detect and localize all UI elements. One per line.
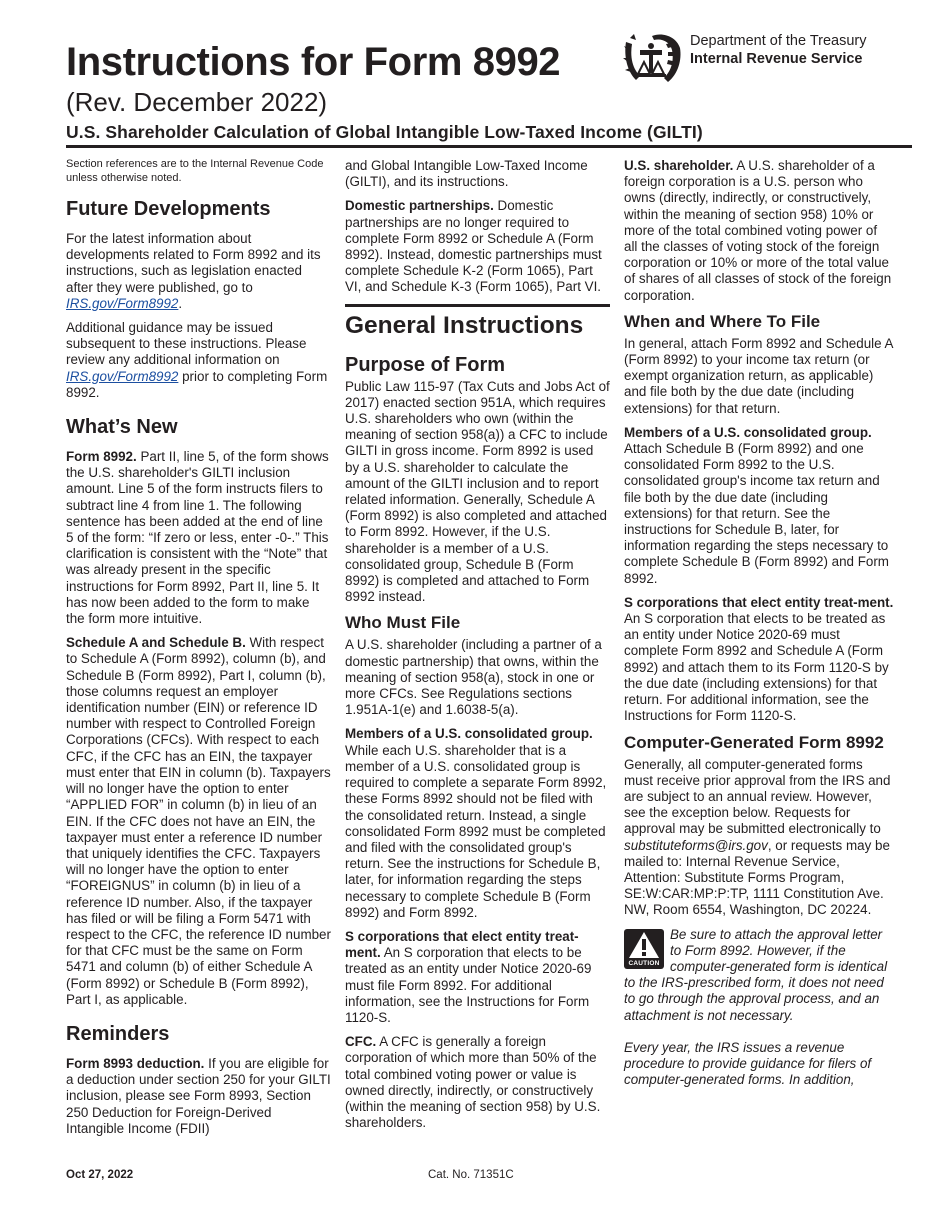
paragraph-text: If you are eligible for a deduction under section 250 for your GILTI inclusion, please see Form 8993, Section 250 Deduction for Foreign-Derived Intangible Income (FDII) <box>66 1055 331 1136</box>
whats-new-heading: What’s New <box>66 416 178 439</box>
irs-form8992-link[interactable]: IRS.gov/Form8992 <box>66 295 179 311</box>
paragraph-text: Attach Schedule B (Form 8992) and one consolidated Form 8992 to the U.S. consolidated group's income tax return and file both by the due date (including extensions) for that return. See the instructions for Schedule B, later, for information regarding the steps necessary to complete Schedule B (Form 8992) and Form 8992. <box>624 441 889 586</box>
paragraph-lead: Domestic partnerships. <box>345 198 494 214</box>
paragraph-text: . <box>178 295 183 311</box>
paragraph-text: An S corporation that elects to be treated as an entity under Notice 2020-69 must file Form 8992. For additional information, see the Instructions for Form 1120-S. <box>345 945 592 1025</box>
computer-generated-paragraph <box>624 757 894 919</box>
reminders-heading: Reminders <box>66 1022 170 1045</box>
schedules-paragraph <box>66 635 331 1008</box>
column-3 <box>624 158 894 1096</box>
catalog-number: Cat. No. 71351C <box>428 1169 514 1181</box>
column-2 <box>345 158 610 1139</box>
paragraph-lead: U.S. shareholder. <box>624 158 734 173</box>
caution-text: Be sure to attach the approval letter to Form 8992. However, if the computer-generated form is identical to the IRS-prescribed form, it does not need to go through the approval process, and an attachment is not necessary. <box>624 926 888 1023</box>
purpose-paragraph: Public Law 115-97 (Tax Cuts and Jobs Act of 2017) enacted section 951A, which requires U.S. shareholders who own (within the meaning of section 958(a)) a CFC to include GILTI in gross income. Form 8992 is used by a U.S. shareholder to calculate the amount of the GILTI inclusion and to report related information. Generally, Schedule A (Form 8992) is also completed and attached to Form 8992. However, if the U.S. shareholder is a member of a U.S. consolidated group, Schedule B (Form 8992) is completed and attached to Form 8992 instead. <box>345 378 610 605</box>
general-instructions-divider <box>345 304 610 307</box>
future-developments-heading: Future Developments <box>66 198 271 220</box>
paragraph-lead: Schedule A and Schedule B. <box>66 635 246 651</box>
purpose-of-form-heading: Purpose of Form <box>345 353 506 376</box>
agency-name: Internal Revenue Service <box>690 51 863 67</box>
domestic-partnerships-paragraph <box>345 198 610 295</box>
consolidated-group-paragraph <box>345 726 610 920</box>
irs-form8992-link[interactable]: IRS.gov/Form8992 <box>66 368 179 384</box>
revision-date: (Rev. December 2022) <box>66 87 328 117</box>
form-subtitle: U.S. Shareholder Calculation of Global Intangible Low-Taxed Income (GILTI) <box>66 122 703 142</box>
general-instructions-heading: General Instructions <box>345 311 584 339</box>
paragraph-text: An S corporation that elects to be treated as an entity under Notice 2020-69 must complete Form 8992 and Schedule A (Form 8992) and attach them to its Form 1120-S by the due date (including extensions) for that return. For additional information, see the Instructions for Form 1120-S. <box>624 611 889 724</box>
who-must-file-paragraph: A U.S. shareholder (including a partner of a domestic partnership) that owns, within the meaning of section 958(a), stock in one or more CFCs. See Regulations sections 1.951A-1(e) and 1.6038-5(a). <box>345 637 602 718</box>
paragraph-text: While each U.S. shareholder that is a member of a U.S. consolidated group is required to complete a separate Form 8992, these Forms 8992 should not be filed with the consolidated return. Instead, a single consolidated Form 8992 must be completed and filed with the consolidated group's return. See the instructions for Schedule B, later, for information regarding the steps necessary to complete Schedule B (Form 8992) and Form 8992. <box>345 742 607 920</box>
column-1 <box>66 158 331 1145</box>
agency-department: Department of the Treasury <box>690 33 867 49</box>
future-developments-paragraph-2 <box>66 320 331 401</box>
substitute-forms-email: substituteforms@irs.gov <box>624 837 768 853</box>
s-corporations-paragraph <box>624 595 894 725</box>
paragraph-lead: Members of a U.S. consolidated group. <box>345 726 593 742</box>
when-where-paragraph: In general, attach Form 8992 and Schedule A (Form 8992) to your income tax return (or exempt organization return, as applicable) and file both by the due date (including extensions) for that return. <box>624 335 893 416</box>
caution-warning-icon <box>624 929 664 969</box>
paragraph-text: Domestic partnerships are no longer required to complete Form 8992 or Schedule A (Form 8992). Instead, domestic partnerships must complete Schedule K-2 (Form 1065), Part VI, and Schedule K-3 (Form 1065), Part VI. <box>345 198 602 295</box>
paragraph-lead: S corporations that elect entity treat-ment. <box>624 594 894 610</box>
continued-paragraph: and Global Intangible Low-Taxed Income (GILTI), and its instructions. <box>345 158 588 190</box>
footer-date: Oct 27, 2022 <box>66 1169 134 1181</box>
future-developments-paragraph-1 <box>66 231 331 312</box>
computer-generated-form-heading: Computer-Generated Form 8992 <box>624 732 884 752</box>
paragraph-text: Generally, all computer-generated forms must receive prior approval from the IRS and are subject to an annual review. However, see the exception below. Requests for approval may be submitted electronically to <box>624 756 891 837</box>
paragraph-text: For the latest information about developments related to Form 8992 and its instructions, such as legislation enacted after they were published, go to <box>66 231 321 295</box>
paragraph-text: A CFC is generally a foreign corporation of which more than 50% of the total combined voting power or value is owned directly, indirectly, or constructively (within the meaning of section 958) by U.S. shareholders. <box>345 1034 601 1131</box>
paragraph-lead: CFC. <box>345 1034 377 1050</box>
paragraph-text: A U.S. shareholder of a foreign corporation is a U.S. person who owns (directly, indirectly, or constructively, within the meaning of section 958) 10% or more of the total combined voting power of all the classes of voting stock of the foreign corporation or 10% or more of the total value of shares of all classes of stock of the foreign corporation. <box>624 158 892 303</box>
revenue-procedure-paragraph: Every year, the IRS issues a revenue procedure to provide guidance for filers of computer-generated forms. In addition, <box>624 1039 872 1088</box>
paragraph-text: With respect to Schedule A (Form 8992), column (b), and Schedule B (Form 8992), Part I, column (b), those columns request an employer identification number (EIN) or reference ID number with respect to Controlled Foreign Corporations (CFCs). With respect to each CFC, if the CFC has an EIN, the taxpayer must enter that EIN in column (b). Taxpayers will no longer have the option to enter “APPLIED FOR” in column (b) in lieu of an EIN. If the CFC does not have an EIN, the taxpayer must enter a reference ID number that uniquely identifies the CFC. Taxpayers will no longer have the option to enter “FOREIGNUS” in column (b) in lieu of a reference ID number. Also, if the taxpayer has filed or will be filing a Form 5471 with respect to the CFC, the reference ID number for that CFC must be the same on Form 5471 and column (b) of either Schedule A (Form 8992) or Schedule B (Form 8992), Part I, as applicable. <box>66 635 331 1007</box>
paragraph-lead: Form 8993 deduction. <box>66 1055 205 1071</box>
caution-label: CAUTION <box>628 959 660 967</box>
agency-block <box>622 30 922 90</box>
paragraph-lead: Members of a U.S. consolidated group. <box>624 424 872 440</box>
paragraph-lead: S corporations that elect entity treat-ment. <box>345 928 579 961</box>
when-where-to-file-heading: When and Where To File <box>624 311 821 331</box>
caution-callout <box>624 927 894 1024</box>
irs-eagle-logo-icon <box>622 30 684 88</box>
title-divider <box>66 145 912 148</box>
paragraph-text: prior to completing Form 8992. <box>66 368 328 400</box>
s-corporations-paragraph <box>345 929 610 1026</box>
paragraph-text: Part II, line 5, of the form shows the U.S. shareholder's GILTI inclusion amount. Line 5 of the form instructs filers to subtract line 4 from line 1. The following sentence has been added at the end of line 5 of the form: “If zero or less, enter -0-.” This clarification is consistent with the “Note” that was already present in the specific instructions for Form 8992, Part II, line 5. It has now been added to the form to make the form more intuitive. <box>66 449 329 627</box>
paragraph-lead: Form 8992. <box>66 449 137 465</box>
paragraph-text: Additional guidance may be issued subsequent to these instructions. Please review any additional information on <box>66 320 307 368</box>
form8992-paragraph <box>66 449 331 627</box>
page-title: Instructions for Form 8992 <box>66 40 561 84</box>
section-references-note: Section references are to the Internal Revenue Code unless otherwise noted. <box>66 158 324 184</box>
us-shareholder-paragraph <box>624 158 894 304</box>
consolidated-group-paragraph <box>624 425 894 587</box>
cfc-paragraph <box>345 1034 610 1131</box>
who-must-file-heading: Who Must File <box>345 613 461 633</box>
form8993-paragraph <box>66 1056 331 1137</box>
paragraph-text: , or requests may be mailed to: Internal Revenue Service, Attention: Substitute Forms Program, SE:W:CAR:MP:P:TP, 1111 Constitution Ave. NW, Room 6554, Washington, DC 20224. <box>624 837 890 918</box>
